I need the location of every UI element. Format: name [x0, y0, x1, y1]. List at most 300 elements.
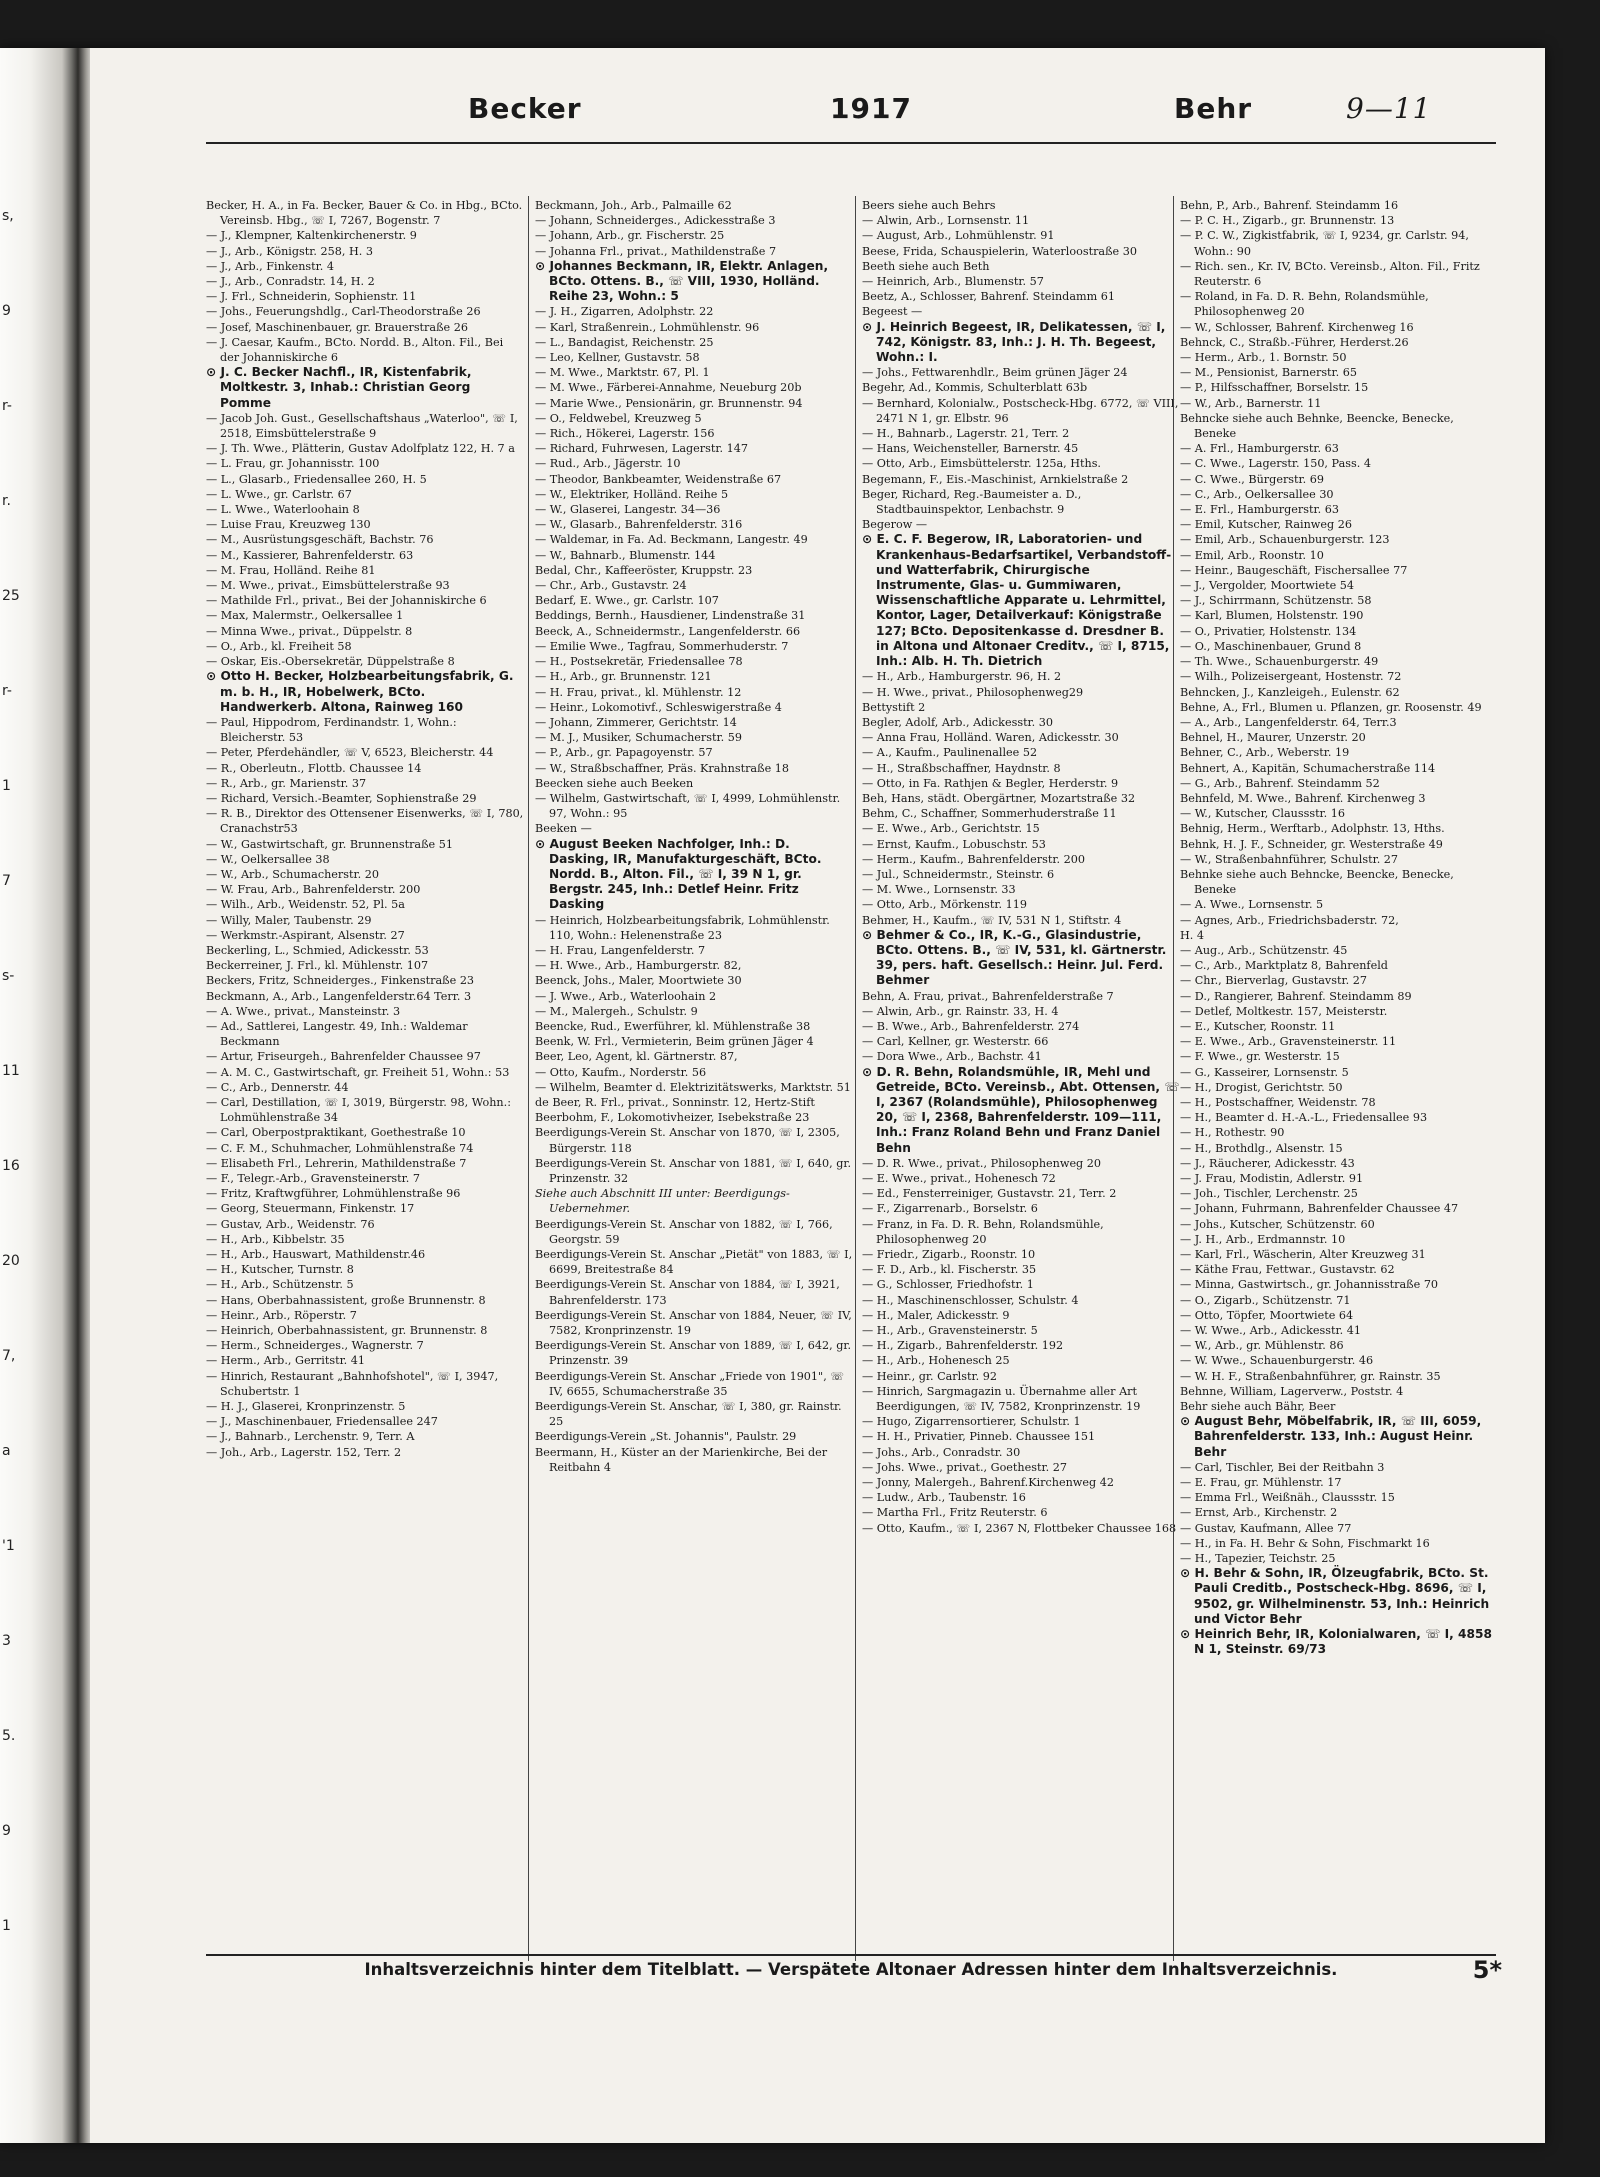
- directory-entry: — J., Arb., Conradstr. 14, H. 2: [206, 275, 375, 289]
- directory-entry: — Martha Frl., Fritz Reuterstr. 6: [862, 1506, 1048, 1520]
- directory-entry: Beermann, H., Küster an der Marienkirche, Bei der Reitbahn 4: [535, 1445, 828, 1474]
- directory-entry: — Otto, Töpfer, Moortwiete 64: [1180, 1308, 1354, 1322]
- directory-entry: — D. R. Wwe., privat., Philosophenweg 20: [862, 1156, 1102, 1170]
- directory-entry: Beckmann, A., Arb., Langenfelderstr.64 Terr. 3: [206, 989, 472, 1003]
- directory-column-2: [535, 198, 853, 1958]
- directory-entry: — Johann, Schneiderges., Adickesstraße 3: [535, 214, 776, 228]
- directory-entry: — J. Frau, Modistin, Adlerstr. 91: [1180, 1172, 1364, 1185]
- directory-entry: Behnert, A., Kapitän, Schumacherstraße 114: [1180, 761, 1436, 775]
- directory-entry: Behn, P., Arb., Bahrenf. Steindamm 16: [1180, 199, 1399, 212]
- directory-entry: — Alwin, Arb., gr. Rainstr. 33, H. 4: [862, 1004, 1059, 1018]
- gutter-mark: 20: [2, 1253, 20, 1269]
- column-divider: [1173, 196, 1174, 1961]
- directory-entry: — J. Th. Wwe., Plätterin, Gustav Adolfplatz 122, H. 7 a: [206, 442, 515, 456]
- directory-entry: Becker, H. A., in Fa. Becker, Bauer & Co. in Hbg., BCto. Vereinsb. Hbg., ☏ I, 7267, Bogenstr. 7: [206, 199, 523, 228]
- directory-entry: — A., Kaufm., Paulinenallee 52: [862, 746, 1038, 760]
- directory-entry: — L. Frau, gr. Johannisstr. 100: [206, 457, 380, 471]
- directory-entry: — H., Maschinenschlosser, Schulstr. 4: [862, 1293, 1079, 1307]
- directory-entry: — Otto, Kaufm., Norderstr. 56: [535, 1065, 707, 1079]
- directory-entry: — O., Zigarb., Schützenstr. 71: [1180, 1293, 1351, 1307]
- directory-entry: — G., Kasseirer, Lornsenstr. 5: [1180, 1065, 1349, 1079]
- directory-entry: Beerdigungs-Verein St. Anschar von 1884, Neuer, ☏ IV, 7582, Kronprinzenstr. 19: [535, 1308, 852, 1338]
- directory-entry: — Rich., Hökerei, Lagerstr. 156: [535, 427, 715, 441]
- directory-entry: Behnig, Herm., Werftarb., Adolphstr. 13, Hths.: [1180, 822, 1445, 836]
- directory-entry: — E. Wwe., Arb., Gerichtstr. 15: [862, 822, 1040, 836]
- directory-entry: — Jul., Schneidermstr., Steinstr. 6: [862, 867, 1055, 881]
- directory-entry: — Heinrich, Arb., Blumenstr. 57: [862, 275, 1044, 289]
- directory-entry: ⊙ D. R. Behn, Rolandsmühle, IR, Mehl und Getreide, BCto. Vereinsb., Abt. Ottensen, ☏ I, 2367 (Rolandsmühle), Philosophenweg 20, ☏ I, 2368, Bahrenfelderstr. 109—111, Inh.: Franz Roland Behn und Franz Daniel Behn: [862, 1064, 1180, 1155]
- directory-entry: — Carl, Kellner, gr. Westerstr. 66: [862, 1035, 1049, 1049]
- directory-entry: — H., Bahnarb., Lagerstr. 21, Terr. 2: [862, 427, 1070, 441]
- directory-entry: — August, Arb., Lohmühlenstr. 91: [862, 229, 1055, 243]
- directory-entry: Beeken —: [535, 822, 592, 836]
- directory-entry: — Ernst, Arb., Kirchenstr. 2: [1180, 1506, 1338, 1520]
- directory-entry: — A., Arb., Langenfelderstr. 64, Terr.3: [1180, 715, 1397, 729]
- directory-entry: H. 4: [1180, 928, 1204, 942]
- directory-entry: — H., Arb., Gravensteinerstr. 5: [862, 1324, 1038, 1338]
- directory-entry: — P., Hilfsschaffner, Borselstr. 15: [1180, 381, 1369, 395]
- directory-entry: — W., Kutscher, Claussstr. 16: [1180, 807, 1346, 821]
- directory-entry: — Johs. Wwe., privat., Goethestr. 27: [862, 1460, 1067, 1474]
- directory-entry: — H. J., Glaserei, Kronprinzenstr. 5: [206, 1400, 406, 1414]
- directory-entry: Beh, Hans, städt. Obergärtner, Mozartstraße 32: [862, 791, 1136, 805]
- gutter-mark: 11: [2, 1063, 20, 1079]
- directory-entry: ⊙ Johannes Beckmann, IR, Elektr. Anlagen, BCto. Ottens. B., ☏ VIII, 1930, Holländ. Reihe 23, Wohn.: 5: [535, 258, 829, 304]
- directory-entry: Beers siehe auch Behrs: [862, 199, 996, 212]
- directory-entry: — M. Wwe., privat., Eimsbüttelerstraße 93: [206, 579, 450, 593]
- directory-entry: — Emil, Arb., Roonstr. 10: [1180, 548, 1324, 562]
- directory-entry: — R., Oberleutn., Flottb. Chaussee 14: [206, 761, 422, 775]
- directory-entry: — M. Wwe., Färberei-Annahme, Neueburg 20b: [535, 381, 802, 395]
- directory-entry: — R., Arb., gr. Marienstr. 37: [206, 776, 367, 790]
- directory-entry: — Wilhelm, Gastwirtschaft, ☏ I, 4999, Lohmühlenstr. 97, Wohn.: 95: [535, 791, 841, 821]
- directory-entry: Siehe auch Abschnitt III unter: Beerdigungs-Uebernehmer.: [535, 1187, 790, 1216]
- directory-entry: — Hinrich, Restaurant „Bahnhofshotel", ☏ I, 3947, Schubertstr. 1: [206, 1369, 499, 1398]
- directory-entry: — F., Zigarrenarb., Borselstr. 6: [862, 1202, 1038, 1216]
- directory-entry: — Friedr., Zigarb., Roonstr. 10: [862, 1248, 1036, 1262]
- gutter-mark: 7: [2, 873, 11, 889]
- directory-entry: — Werkmstr.-Aspirant, Alsenstr. 27: [206, 928, 405, 942]
- directory-entry: — O., Arb., kl. Freiheit 58: [206, 639, 352, 653]
- directory-entry: — O., Maschinenbauer, Grund 8: [1180, 639, 1362, 653]
- directory-entry: — H., Arb., Hauswart, Mathildenstr.46: [206, 1248, 426, 1262]
- directory-entry: — P. C. W., Zigkistfabrik, ☏ I, 9234, gr. Carlstr. 94, Wohn.: 90: [1180, 229, 1469, 258]
- directory-entry: Beerdigungs-Verein St. Anschar von 1889, ☏ I, 642, gr. Prinzenstr. 39: [535, 1339, 852, 1368]
- directory-entry: Beerdigungs-Verein St. Anschar von 1884, ☏ I, 3921, Bahrenfelderstr. 173: [535, 1278, 840, 1307]
- directory-entry: — J., Arb., Finkenstr. 4: [206, 259, 335, 273]
- directory-entry: — H., Drogist, Gerichtstr. 50: [1180, 1080, 1343, 1094]
- directory-entry: — W., Oelkersallee 38: [206, 852, 330, 866]
- directory-entry: — A. M. C., Gastwirtschaft, gr. Freiheit 51, Wohn.: 53: [206, 1065, 510, 1079]
- directory-entry: — H., Zigarb., Bahrenfelderstr. 192: [862, 1339, 1064, 1353]
- directory-entry: — M. Frau, Holländ. Reihe 81: [206, 563, 376, 577]
- directory-entry: — L. Wwe., Waterloohain 8: [206, 503, 360, 517]
- directory-entry: — H., Postschaffner, Weidenstr. 78: [1180, 1095, 1376, 1109]
- directory-entry: — Heinrich, Holzbearbeitungsfabrik, Lohmühlenstr. 110, Wohn.: Helenenstraße 23: [535, 913, 830, 942]
- directory-entry: — Anna Frau, Holländ. Waren, Adickesstr. 30: [862, 731, 1119, 745]
- directory-entry: ⊙ August Behr, Möbelfabrik, IR, ☏ III, 6059, Bahrenfelderstr. 133, Inh.: August Heinr. Behr: [1180, 1414, 1482, 1459]
- directory-entry: — H. Frau, privat., kl. Mühlenstr. 12: [535, 685, 742, 699]
- directory-entry: — C., Arb., Oelkersallee 30: [1180, 487, 1334, 501]
- header-year: 1917: [830, 92, 912, 125]
- directory-entry: Beer, Leo, Agent, kl. Gärtnerstr. 87,: [535, 1050, 738, 1064]
- directory-entry: Begler, Adolf, Arb., Adickesstr. 30: [862, 715, 1054, 729]
- directory-entry: — A. Wwe., privat., Mansteinstr. 3: [206, 1004, 401, 1018]
- directory-entry: — Joh., Tischler, Lerchenstr. 25: [1180, 1187, 1358, 1201]
- gutter-mark: 7,: [2, 1348, 16, 1364]
- directory-entry: — E. Frl., Hamburgerstr. 63: [1180, 503, 1339, 517]
- directory-entry: — J., Arb., Königstr. 258, H. 3: [206, 244, 373, 258]
- directory-entry: — Ed., Fensterreiniger, Gustavstr. 21, Terr. 2: [862, 1187, 1117, 1201]
- gutter-mark: s,: [2, 208, 14, 224]
- directory-entry: Begeest —: [862, 305, 923, 319]
- directory-entry: Behmer, H., Kaufm., ☏ IV, 531 N 1, Stiftstr. 4: [862, 913, 1122, 927]
- gutter-mark: a: [2, 1443, 11, 1459]
- directory-entry: — J. Frl., Schneiderin, Sophienstr. 11: [206, 290, 417, 304]
- directory-entry: — Agnes, Arb., Friedrichsbaderstr. 72,: [1180, 913, 1399, 927]
- directory-entry: — Hans, Weichensteller, Barnerstr. 45: [862, 442, 1079, 456]
- directory-entry: — J., Klempner, Kaltenkirchenerstr. 9: [206, 229, 417, 243]
- directory-entry: — A. Frl., Hamburgerstr. 63: [1180, 442, 1339, 456]
- directory-entry: Begerow —: [862, 518, 928, 532]
- directory-entry: — J., Räucherer, Adickesstr. 43: [1180, 1156, 1355, 1170]
- directory-entry: ⊙ J. C. Becker Nachfl., IR, Kistenfabrik, Moltkestr. 3, Inhab.: Christian Georg Pomme: [206, 365, 472, 410]
- directory-entry: Beddings, Bernh., Hausdiener, Lindenstraße 31: [535, 609, 806, 623]
- directory-column-4: [1180, 198, 1498, 1958]
- directory-entry: — Wilh., Polizeisergeant, Hostenstr. 72: [1180, 670, 1402, 684]
- directory-entry: Beeck, A., Schneidermstr., Langenfelderstr. 66: [535, 624, 801, 638]
- directory-entry: — H., Arb., Hohenesch 25: [862, 1354, 1010, 1368]
- directory-entry: — Ernst, Kaufm., Lobuschstr. 53: [862, 837, 1046, 851]
- directory-entry: Behnne, William, Lagerverw., Poststr. 4: [1180, 1384, 1404, 1398]
- directory-entry: Beencke, Rud., Ewerführer, kl. Mühlenstraße 38: [535, 1019, 811, 1033]
- directory-entry: — Carl, Tischler, Bei der Reitbahn 3: [1180, 1460, 1385, 1474]
- directory-entry: — Jonny, Malergeh., Bahrenf.Kirchenweg 42: [862, 1476, 1114, 1490]
- gutter-mark: 16: [2, 1158, 20, 1174]
- directory-entry: — Herm., Arb., 1. Bornstr. 50: [1180, 351, 1347, 365]
- directory-entry: — Käthe Frau, Fettwar., Gustavstr. 62: [1180, 1263, 1395, 1277]
- directory-entry: — Otto, Arb., Mörkenstr. 119: [862, 898, 1027, 912]
- directory-entry: — Hugo, Zigarrensortierer, Schulstr. 1: [862, 1415, 1081, 1429]
- directory-entry: — Heinr., gr. Carlstr. 92: [862, 1369, 997, 1383]
- directory-entry: Beckmann, Joh., Arb., Palmaille 62: [535, 199, 732, 212]
- directory-entry: — Karl, Blumen, Holstenstr. 190: [1180, 609, 1364, 623]
- directory-entry: Behncke siehe auch Behnke, Beencke, Benecke, Beneke: [1180, 411, 1454, 441]
- directory-entry: Beerdigungs-Verein St. Anschar von 1882, ☏ I, 766, Georgstr. 59: [535, 1217, 833, 1246]
- directory-entry: — M., Malergeh., Schulstr. 9: [535, 1004, 698, 1018]
- directory-entry: Beger, Richard, Reg.-Baumeister a. D., Stadtbauinspektor, Lenbachstr. 9: [862, 487, 1082, 517]
- directory-column-1: [206, 198, 524, 1958]
- directory-entry: — Emma Frl., Weißnäh., Claussstr. 15: [1180, 1491, 1395, 1505]
- directory-entry: — W., Arb., Schumacherstr. 20: [206, 867, 379, 881]
- directory-entry: Beerdigungs-Verein St. Anschar von 1870, ☏ I, 2305, Bürgerstr. 118: [535, 1126, 840, 1155]
- directory-entry: — G., Arb., Bahrenf. Steindamm 52: [1180, 776, 1380, 790]
- directory-entry: — Carl, Destillation, ☏ I, 3019, Bürgerstr. 98, Wohn.: Lohmühlenstraße 34: [206, 1095, 511, 1125]
- directory-entry: Beckerreiner, J. Frl., kl. Mühlenstr. 107: [206, 959, 429, 973]
- directory-entry: — J. H., Zigarren, Adolphstr. 22: [535, 305, 714, 319]
- directory-entry: — L. Wwe., gr. Carlstr. 67: [206, 487, 352, 501]
- directory-entry: Behne, A., Frl., Blumen u. Pflanzen, gr. Roosenstr. 49: [1180, 700, 1482, 714]
- sheet-signature: 5*: [1472, 1956, 1502, 1984]
- directory-entry: — Wilh., Arb., Weidenstr. 52, Pl. 5a: [206, 898, 405, 912]
- directory-entry: — Emil, Kutscher, Rainweg 26: [1180, 518, 1352, 532]
- directory-entry: — H., Tapezier, Teichstr. 25: [1180, 1552, 1336, 1566]
- directory-entry: — J., Maschinenbauer, Friedensallee 247: [206, 1415, 438, 1429]
- directory-entry: — Ad., Sattlerei, Langestr. 49, Inh.: Waldemar Beckmann: [206, 1019, 468, 1049]
- directory-entry: — M., Ausrüstungsgeschäft, Bachstr. 76: [206, 533, 434, 547]
- directory-entry: — F., Telegr.-Arb., Gravensteinerstr. 7: [206, 1172, 421, 1185]
- directory-entry: — Paul, Hippodrom, Ferdinandstr. 1, Wohn.: Bleicherstr. 53: [206, 715, 457, 745]
- directory-entry: — Rud., Arb., Jägerstr. 10: [535, 457, 681, 471]
- directory-entry: — Luise Frau, Kreuzweg 130: [206, 518, 371, 532]
- directory-entry: Begemann, F., Eis.-Maschinist, Arnkielstraße 2: [862, 472, 1129, 486]
- directory-entry: Behnfeld, M. Wwe., Bahrenf. Kirchenweg 3: [1180, 791, 1426, 805]
- directory-entry: — H., in Fa. H. Behr & Sohn, Fischmarkt 16: [1180, 1536, 1430, 1550]
- gutter-mark: r-: [2, 398, 12, 414]
- directory-entry: — Josef, Maschinenbauer, gr. Brauerstraße 26: [206, 320, 468, 334]
- directory-entry: — Georg, Steuermann, Finkenstr. 17: [206, 1202, 415, 1216]
- directory-entry: Beckers, Fritz, Schneiderges., Finkenstraße 23: [206, 974, 475, 988]
- directory-entry: Beenk, W. Frl., Vermieterin, Beim grünen Jäger 4: [535, 1035, 814, 1049]
- directory-entry: — Heinr., Baugeschäft, Fischersallee 77: [1180, 563, 1408, 577]
- directory-entry: — Herm., Arb., Gerritstr. 41: [206, 1354, 366, 1368]
- previous-page-edge: [0, 48, 90, 2143]
- directory-entry: Beerdigungs-Verein „St. Johannis", Paulstr. 29: [535, 1430, 797, 1444]
- directory-entry: — Mathilde Frl., privat., Bei der Johanniskirche 6: [206, 594, 487, 608]
- directory-entry: — A. Wwe., Lornsenstr. 5: [1180, 898, 1324, 912]
- directory-entry: — W., Arb., Barnerstr. 11: [1180, 396, 1322, 410]
- directory-entry: ⊙ August Beeken Nachfolger, Inh.: D. Dasking, IR, Manufakturgeschäft, BCto. Nordd. B., Alton. Fil., ☏ I, 39 N 1, gr. Bergstr. 245, Inh.: Detlef Heinr. Fritz Dasking: [535, 836, 822, 912]
- directory-entry: Beckerling, L., Schmied, Adickesstr. 53: [206, 943, 429, 957]
- gutter-mark: r-: [2, 683, 12, 699]
- directory-entry: — Marie Wwe., Pensionärin, gr. Brunnenstr. 94: [535, 396, 803, 410]
- directory-entry: — Bernhard, Kolonialw., Postscheck-Hbg. 6772, ☏ VIII, 2471 N 1, gr. Elbstr. 96: [862, 396, 1179, 425]
- directory-entry: — Peter, Pferdehändler, ☏ V, 6523, Bleicherstr. 44: [206, 746, 494, 760]
- directory-entry: — Rich. sen., Kr. IV, BCto. Vereinsb., Alton. Fil., Fritz Reuterstr. 6: [1180, 259, 1480, 289]
- directory-entry: — H., Rothestr. 90: [1180, 1126, 1285, 1140]
- directory-entry: Beecken siehe auch Beeken: [535, 776, 694, 790]
- directory-entry: Beese, Frida, Schauspielerin, Waterloostraße 30: [862, 244, 1137, 258]
- directory-entry: — Max, Malermstr., Oelkersallee 1: [206, 609, 404, 623]
- directory-entry: Behner, C., Arb., Weberstr. 19: [1180, 746, 1350, 760]
- directory-entry: — Emilie Wwe., Tagfrau, Sommerhuderstr. 7: [535, 639, 789, 653]
- directory-entry: — F. Wwe., gr. Westerstr. 15: [1180, 1050, 1340, 1064]
- directory-entry: Behnck, C., Straßb.-Führer, Herderst.26: [1180, 335, 1409, 349]
- gutter-mark: 3: [2, 1633, 11, 1649]
- directory-entry: — O., Privatier, Holstenstr. 134: [1180, 624, 1357, 638]
- directory-column-3: [862, 198, 1180, 1958]
- directory-entry: — J. H., Arb., Erdmannstr. 10: [1180, 1232, 1346, 1246]
- directory-entry: — Th. Wwe., Schauenburgerstr. 49: [1180, 655, 1379, 669]
- directory-entry: — Chr., Arb., Gustavstr. 24: [535, 579, 687, 593]
- directory-entry: — Oskar, Eis.-Obersekretär, Düppelstraße 8: [206, 655, 455, 669]
- directory-entry: — Hinrich, Sargmagazin u. Übernahme aller Art Beerdigungen, ☏ IV, 7582, Kronprinzenstr. 19: [862, 1384, 1141, 1414]
- directory-entry: — J., Bahnarb., Lerchenstr. 9, Terr. A: [206, 1430, 415, 1444]
- gutter-mark: s-: [2, 968, 15, 984]
- directory-entry: Bedarf, E. Wwe., gr. Carlstr. 107: [535, 594, 719, 608]
- directory-entry: — E. Frau, gr. Mühlenstr. 17: [1180, 1476, 1342, 1490]
- directory-entry: — M. Wwe., Marktstr. 67, Pl. 1: [535, 366, 710, 380]
- directory-entry: Bettystift 2: [862, 700, 926, 714]
- directory-entry: — H., Kutscher, Turnstr. 8: [206, 1263, 354, 1277]
- directory-entry: Beerdigungs-Verein St. Anschar „Friede von 1901", ☏ IV, 6655, Schumacherstraße 35: [535, 1369, 845, 1398]
- directory-entry: — Elisabeth Frl., Lehrerin, Mathildenstraße 7: [206, 1156, 467, 1170]
- directory-entry: — Carl, Oberpostpraktikant, Goethestraße 10: [206, 1126, 466, 1140]
- directory-entry: — L., Glasarb., Friedensallee 260, H. 5: [206, 472, 427, 486]
- directory-entry: — W. Wwe., Arb., Adickesstr. 41: [1180, 1324, 1361, 1338]
- directory-entry: Beenck, Johs., Maler, Moortwiete 30: [535, 974, 742, 988]
- directory-entry: — W., Arb., gr. Mühlenstr. 86: [1180, 1339, 1344, 1353]
- header-left-keyword: Becker: [468, 92, 582, 125]
- directory-entry: — Alwin, Arb., Lornsenstr. 11: [862, 214, 1030, 228]
- directory-entry: — Roland, in Fa. D. R. Behn, Rolandsmühle, Philosophenweg 20: [1180, 290, 1429, 319]
- directory-entry: — J. Wwe., Arb., Waterloohain 2: [535, 989, 717, 1003]
- directory-entry: Behncken, J., Kanzleigeh., Eulenstr. 62: [1180, 685, 1400, 699]
- column-divider: [855, 196, 856, 1961]
- directory-entry: — H., Arb., Hamburgerstr. 96, H. 2: [862, 670, 1062, 684]
- directory-entry: — M. Wwe., Lornsenstr. 33: [862, 883, 1016, 897]
- directory-entry: — B. Wwe., Arb., Bahrenfelderstr. 274: [862, 1019, 1080, 1033]
- gutter-mark: 9: [2, 1823, 11, 1839]
- directory-entry: — C. F. M., Schuhmacher, Lohmühlenstraße 74: [206, 1141, 474, 1155]
- directory-entry: — Willy, Maler, Taubenstr. 29: [206, 913, 372, 927]
- directory-entry: — O., Feldwebel, Kreuzweg 5: [535, 411, 702, 425]
- directory-entry: — Heinrich, Oberbahnassistent, gr. Brunnenstr. 8: [206, 1324, 488, 1338]
- directory-entry: — Gustav, Arb., Weidenstr. 76: [206, 1217, 375, 1231]
- directory-entry: — Karl, Straßenrein., Lohmühlenstr. 96: [535, 320, 760, 334]
- directory-entry: Behn, A. Frau, privat., Bahrenfelderstraße 7: [862, 989, 1114, 1003]
- directory-entry: — Johs., Feuerungshdlg., Carl-Theodorstraße 26: [206, 305, 481, 319]
- directory-entry: Bedal, Chr., Kaffeeröster, Kruppstr. 23: [535, 563, 753, 577]
- directory-entry: Behnke siehe auch Behncke, Beencke, Benecke, Beneke: [1180, 867, 1454, 897]
- directory-entry: Behnk, H. J. F., Schneider, gr. Westerstraße 49: [1180, 837, 1443, 851]
- header-page-number: 9—11: [1346, 92, 1432, 125]
- directory-entry: — Theodor, Bankbeamter, Weidenstraße 67: [535, 472, 782, 486]
- directory-entry: — Heinr., Lokomotivf., Schleswigerstraße 4: [535, 700, 782, 714]
- directory-entry: ⊙ J. Heinrich Begeest, IR, Delikatessen, ☏ I, 742, Königstr. 83, Inh.: J. H. Th. Begeest, Wohn.: I.: [862, 319, 1166, 365]
- header-rule: [206, 142, 1496, 144]
- directory-entry: Beerdigungs-Verein St. Anschar, ☏ I, 380, gr. Rainstr. 25: [535, 1400, 842, 1429]
- directory-entry: — Johann, Zimmerer, Gerichtstr. 14: [535, 715, 737, 729]
- directory-entry: — Waldemar, in Fa. Ad. Beckmann, Langestr. 49: [535, 533, 808, 547]
- directory-entry: — D., Rangierer, Bahrenf. Steindamm 89: [1180, 989, 1412, 1003]
- directory-entry: — Gustav, Kaufmann, Allee 77: [1180, 1521, 1352, 1535]
- directory-entry: — R. B., Direktor des Ottensener Eisenwerks, ☏ I, 780, Cranachstr53: [206, 807, 524, 836]
- directory-entry: — Dora Wwe., Arb., Bachstr. 41: [862, 1050, 1042, 1064]
- gutter-mark: 5.: [2, 1728, 16, 1744]
- directory-entry: — J., Schirrmann, Schützenstr. 58: [1180, 594, 1372, 608]
- directory-entry: — H., Beamter d. H.-A.-L., Friedensallee 93: [1180, 1111, 1428, 1125]
- directory-entry: — C. Wwe., Lagerstr. 150, Pass. 4: [1180, 457, 1371, 471]
- directory-entry: — Minna Wwe., privat., Düppelstr. 8: [206, 624, 413, 638]
- directory-entry: ⊙ H. Behr & Sohn, IR, Ölzeugfabrik, BCto. St. Pauli Creditb., Postscheck-Hbg. 8696, ☏ I, 9502, gr. Wilhelminenstr. 53, Inh.: Heinrich und Victor Behr: [1180, 1566, 1490, 1626]
- directory-entry: — W. Frau, Arb., Bahrenfelderstr. 200: [206, 883, 421, 897]
- directory-entry: ⊙ Heinrich Behr, IR, Kolonialwaren, ☏ I, 4858 N 1, Steinstr. 69/73: [1180, 1627, 1492, 1657]
- gutter-mark: 25: [2, 588, 20, 604]
- directory-entry: — Artur, Friseurgeh., Bahrenfelder Chaussee 97: [206, 1050, 481, 1064]
- page-header: [206, 92, 1496, 132]
- directory-entry: — C. Wwe., Bürgerstr. 69: [1180, 472, 1324, 486]
- directory-entry: — Fritz, Kraftwgführer, Lohmühlenstraße 96: [206, 1187, 461, 1201]
- directory-entry: — P. C. H., Zigarb., gr. Brunnenstr. 13: [1180, 214, 1395, 228]
- directory-entry: — C., Arb., Dennerstr. 44: [206, 1080, 349, 1094]
- footer-notice: Inhaltsverzeichnis hinter dem Titelblatt. — Verspätete Altonaer Adressen hinter dem Inhaltsverzeichnis.: [364, 1960, 1338, 1979]
- directory-entry: — Johs., Kutscher, Schützenstr. 60: [1180, 1217, 1375, 1231]
- gutter-mark: 9: [2, 303, 11, 319]
- directory-entry: — Johs., Fettwarenhdlr., Beim grünen Jäger 24: [862, 366, 1128, 380]
- directory-entry: — H. Wwe., privat., Philosophenweg29: [862, 685, 1084, 699]
- directory-entry: Beerdigungs-Verein St. Anschar „Pietät" von 1883, ☏ I, 6699, Breitestraße 84: [535, 1248, 853, 1277]
- directory-entry: — J., Vergolder, Moortwiete 54: [1180, 579, 1354, 593]
- directory-entry: — W., Schlosser, Bahrenf. Kirchenweg 16: [1180, 320, 1414, 334]
- directory-entry: — W. Wwe., Schauenburgerstr. 46: [1180, 1354, 1374, 1368]
- directory-entry: — Otto, Kaufm., ☏ I, 2367 N, Flottbeker Chaussee 168: [862, 1521, 1177, 1535]
- directory-entry: — W., Straßenbahnführer, Schulstr. 27: [1180, 852, 1399, 866]
- directory-entry: — W., Glaserei, Langestr. 34—36: [535, 503, 721, 517]
- directory-entry: — Johann, Arb., gr. Fischerstr. 25: [535, 229, 725, 243]
- directory-entry: — M., Pensionist, Barnerstr. 65: [1180, 366, 1358, 380]
- directory-entry: ⊙ Otto H. Becker, Holzbearbeitungsfabrik, G. m. b. H., IR, Hobelwerk, BCto. Handwerkerb. Altona, Rainweg 160: [206, 669, 514, 714]
- directory-entry: Beerdigungs-Verein St. Anschar von 1881, ☏ I, 640, gr. Prinzenstr. 32: [535, 1156, 852, 1185]
- directory-entry: — Emil, Arb., Schauenburgerstr. 123: [1180, 533, 1390, 547]
- directory-entry: — Minna, Gastwirtsch., gr. Johannisstraße 70: [1180, 1278, 1439, 1292]
- directory-entry: — H., Maler, Adickesstr. 9: [862, 1308, 1010, 1322]
- directory-entry: — Leo, Kellner, Gustavstr. 58: [535, 351, 700, 365]
- directory-entry: — L., Bandagist, Reichenstr. 25: [535, 335, 714, 349]
- directory-entry: — Otto, in Fa. Rathjen & Begler, Herderstr. 9: [862, 776, 1119, 790]
- directory-entry: — W., Straßbschaffner, Präs. Krahnstraße 18: [535, 761, 789, 775]
- directory-entry: — Herm., Kaufm., Bahrenfelderstr. 200: [862, 852, 1085, 866]
- directory-entry: — H., Straßbschaffner, Haydnstr. 8: [862, 761, 1061, 775]
- directory-entry: — H. H., Privatier, Pinneb. Chaussee 151: [862, 1430, 1096, 1444]
- directory-entry: — Detlef, Moltkestr. 157, Meisterstr.: [1180, 1004, 1388, 1018]
- gutter-mark: 1: [2, 1918, 11, 1934]
- directory-entry: — Hans, Oberbahnassistent, große Brunnenstr. 8: [206, 1293, 486, 1307]
- directory-entry: — G., Schlosser, Friedhofstr. 1: [862, 1278, 1034, 1292]
- directory-entry: — Franz, in Fa. D. R. Behn, Rolandsmühle, Philosophenweg 20: [862, 1217, 1104, 1246]
- directory-entry: — H. Frau, Langenfelderstr. 7: [535, 943, 706, 957]
- directory-entry: — Richard, Fuhrwesen, Lagerstr. 147: [535, 442, 748, 456]
- directory-entry: — W., Gastwirtschaft, gr. Brunnenstraße 51: [206, 837, 453, 851]
- directory-entry: — C., Arb., Marktplatz 8, Bahrenfeld: [1180, 959, 1388, 973]
- column-divider: [528, 196, 529, 1961]
- gutter-mark: r.: [2, 493, 11, 509]
- directory-entry: Behm, C., Schaffner, Sommerhuderstraße 11: [862, 807, 1117, 821]
- directory-entry: — Johann, Fuhrmann, Bahrenfelder Chaussee 47: [1180, 1202, 1459, 1216]
- directory-entry: — Johanna Frl., privat., Mathildenstraße 7: [535, 244, 777, 258]
- directory-entry: ⊙ E. C. F. Begerow, IR, Laboratorien- und Krankenhaus-Bedarfsartikel, Verbandstoff- und Watterfabrik, Chirurgische Instrumente, Glas- u. Gummiwaren, Wissenschaftliche Apparate u. Lehrmittel, Kontor, Lager, Detailverkauf: Königstraße 127; BCto. Depositenkasse d. Dresdner B. in Altona und Altonaer Creditv., ☏ I, 8715, Inh.: Alb. H. Th. Dietrich: [862, 532, 1172, 669]
- directory-entry: — Aug., Arb., Schützenstr. 45: [1180, 943, 1348, 957]
- directory-entry: — F. D., Arb., kl. Fischerstr. 35: [862, 1263, 1037, 1277]
- directory-entry: — E. Wwe., Arb., Gravensteinerstr. 11: [1180, 1035, 1397, 1049]
- directory-entry: — E., Kutscher, Roonstr. 11: [1180, 1019, 1336, 1033]
- directory-entry: — Karl, Frl., Wäscherin, Alter Kreuzweg 31: [1180, 1248, 1426, 1262]
- directory-entry: — M., Kassierer, Bahrenfelderstr. 63: [206, 548, 414, 562]
- gutter-mark: 1: [2, 778, 11, 794]
- directory-entry: — W., Bahnarb., Blumenstr. 144: [535, 548, 716, 562]
- header-right-keyword: Behr: [1174, 92, 1253, 125]
- directory-entry: — Herm., Schneiderges., Wagnerstr. 7: [206, 1339, 424, 1353]
- directory-entry: — W., Glasarb., Bahrenfelderstr. 316: [535, 518, 743, 532]
- directory-entry: — M. J., Musiker, Schumacherstr. 59: [535, 731, 742, 745]
- directory-entry: Begehr, Ad., Kommis, Schulterblatt 63b: [862, 381, 1088, 395]
- directory-entry: — H., Arb., Schützenstr. 5: [206, 1278, 354, 1292]
- directory-entry: — Richard, Versich.-Beamter, Sophienstraße 29: [206, 791, 477, 805]
- directory-entry: — H., Postsekretär, Friedensallee 78: [535, 655, 743, 669]
- directory-entry: — J. Caesar, Kaufm., BCto. Nordd. B., Alton. Fil., Bei der Johanniskirche 6: [206, 335, 504, 365]
- directory-entry: Behr siehe auch Bähr, Beer: [1180, 1400, 1336, 1414]
- directory-entry: ⊙ Behmer & Co., IR, K.-G., Glasindustrie, BCto. Ottens. B., ☏ IV, 531, kl. Gärtnerstr. 39, pers. haft. Gesellsch.: Heinr. Jul. Ferd. Behmer: [862, 927, 1167, 988]
